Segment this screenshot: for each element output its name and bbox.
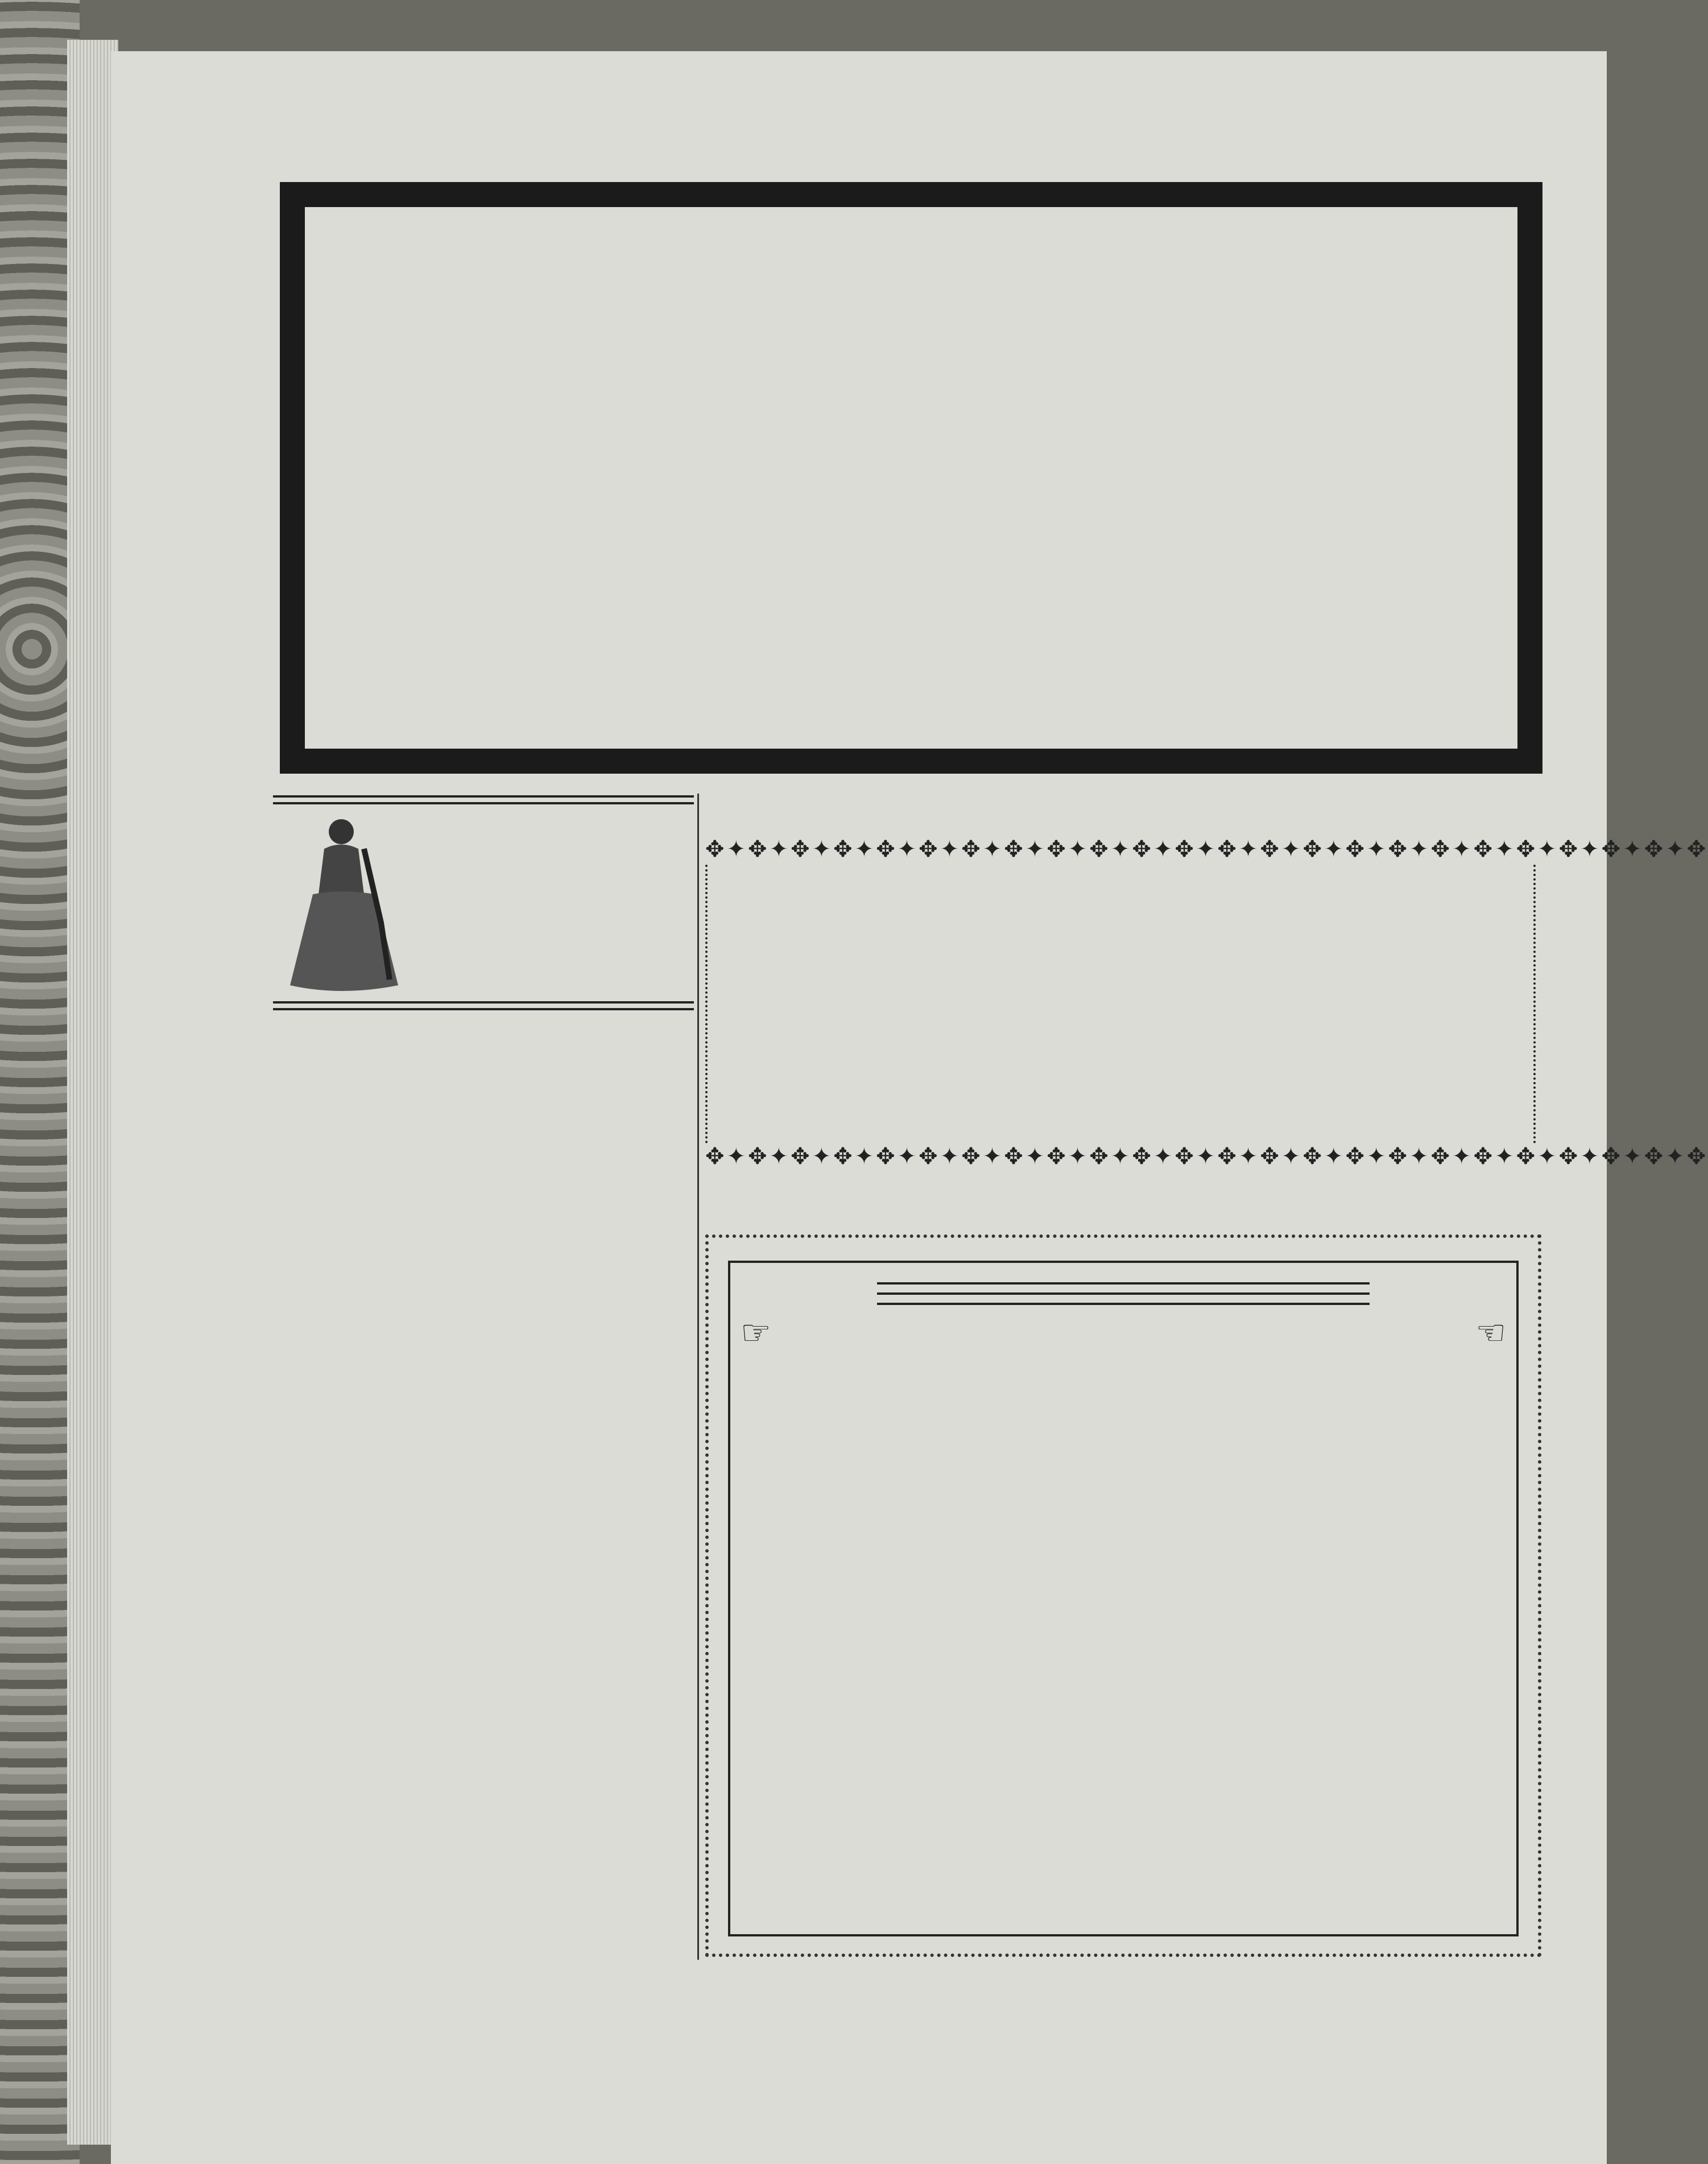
mayer-advertisement bbox=[705, 1234, 1541, 1957]
ornament-border-right bbox=[1511, 865, 1536, 1143]
ornament-border-bottom: ✥✦✥✦✥✦✥✦✥✦✥✦✥✦✥✦✥✦✥✦✥✦✥✦✥✦✥✦✥✦✥✦✥✦✥✦✥✦✥✦✥✦✥✦✥✦✥ bbox=[705, 1143, 1708, 1170]
dancing-couple-illustration bbox=[279, 809, 410, 997]
divider bbox=[877, 1292, 1370, 1295]
divider bbox=[877, 1282, 1370, 1285]
divider bbox=[273, 1008, 694, 1010]
ornament-border-left bbox=[705, 865, 730, 1143]
nicol-advertisement bbox=[280, 182, 1542, 774]
divider bbox=[273, 802, 694, 804]
timme-advertisement bbox=[705, 836, 1708, 1178]
divider bbox=[273, 795, 694, 798]
ball-advertisement bbox=[273, 809, 694, 997]
mayer-ad-inner bbox=[728, 1261, 1519, 1936]
column-rule bbox=[697, 794, 699, 1960]
ornament-border-top: ✥✦✥✦✥✦✥✦✥✦✥✦✥✦✥✦✥✦✥✦✥✦✥✦✥✦✥✦✥✦✥✦✥✦✥✦✥✦✥✦✥✦✥✦✥✦✥ bbox=[705, 836, 1708, 862]
divider bbox=[273, 1001, 694, 1003]
pointing-hand-left-icon: ☜ bbox=[1475, 1313, 1506, 1353]
left-column bbox=[273, 791, 694, 1015]
divider bbox=[877, 1303, 1370, 1305]
pointing-hand-right-icon: ☞ bbox=[741, 1313, 771, 1353]
